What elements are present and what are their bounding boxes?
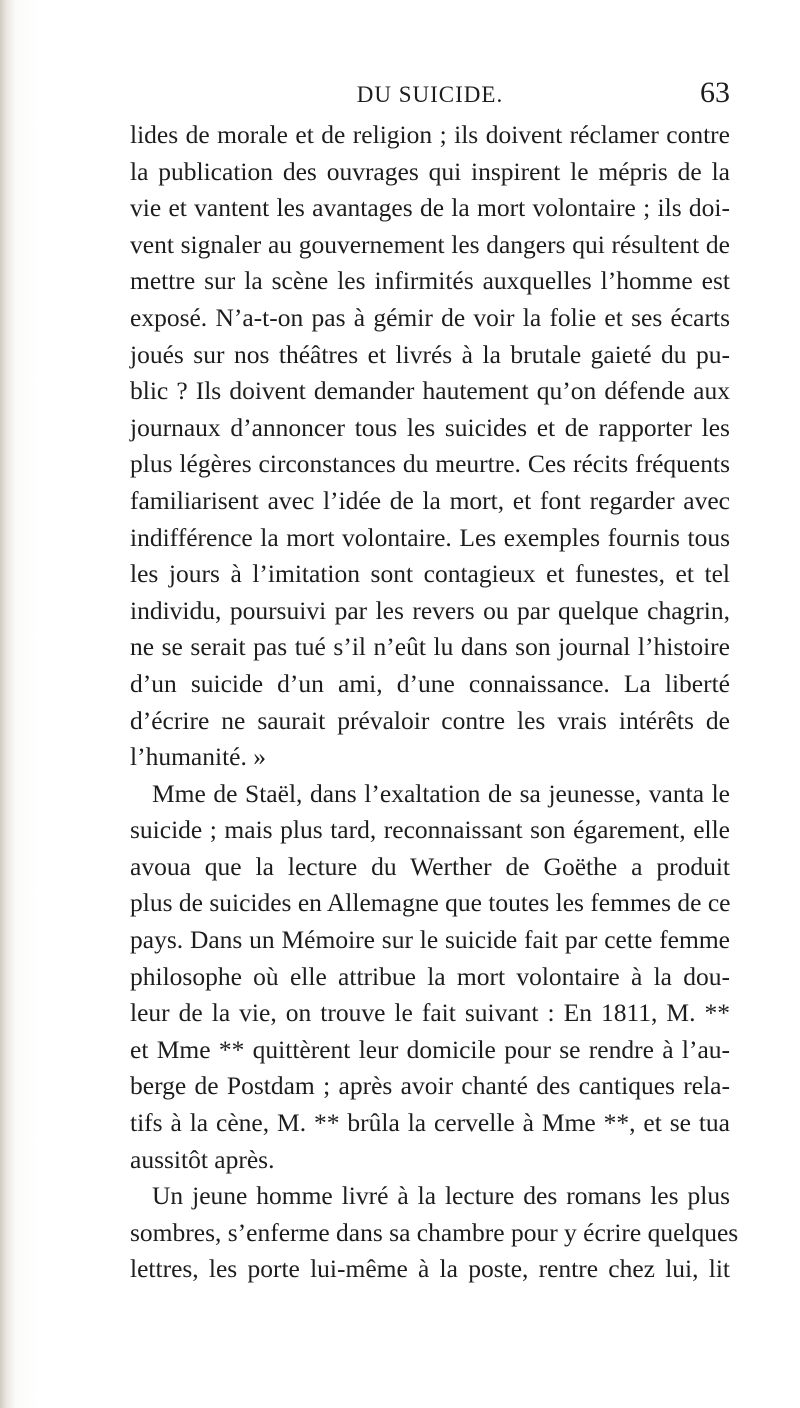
text-line: d’un suicide d’un ami, d’une connaissance. La liberté (130, 668, 730, 698)
text-line: les jours à l’imitation sont contagieux et funestes, et tel (130, 559, 730, 589)
text-line: la publication des ouvrages qui inspirent le mépris de la (130, 156, 730, 186)
text-line: avoua que la lecture du Werther de Goëthe a produit (130, 851, 730, 881)
text-line: pays. Dans un Mémoire sur le suicide fait par cette femme (130, 925, 730, 955)
text-line: philosophe où elle attribue la mort volontaire à la dou- (130, 961, 730, 991)
text-line: indifférence la mort volontaire. Les exemples fournis tous (130, 522, 730, 552)
text-line: familiarisent avec l’idée de la mort, et font regarder avec (130, 485, 730, 515)
text-line: vie et vantent les avantages de la mort volontaire ; ils doi- (130, 193, 730, 223)
text-line: suicide ; mais plus tard, reconnaissant son égarement, elle (130, 815, 730, 845)
text-line: l’humanité. » (130, 742, 266, 772)
text-line: sombres, s’enferme dans sa chambre pour y écrire quelques (130, 1217, 739, 1247)
text-line: lides de morale et de religion ; ils doivent réclamer contre (130, 120, 730, 149)
text-line: plus de suicides en Allemagne que toutes les femmes de ce (130, 888, 731, 918)
text-line: blic ? Ils doivent demander hautement qu’on défende aux (130, 376, 730, 406)
text-line: berge de Postdam ; après avoir chanté des cantiques rela- (130, 1071, 730, 1101)
body-text (130, 117, 739, 1288)
text-line: leur de la vie, on trouve le fait suivant : En 1811, M. ** (130, 998, 730, 1028)
page-header (130, 76, 730, 116)
text-line: tifs à la cène, M. ** brûla la cervelle à Mme **, et se tua (130, 1108, 730, 1138)
text-line: individu, poursuivi par les revers ou par quelque chagrin, (130, 595, 730, 625)
text-line: plus légères circonstances du meurtre. Ces récits fréquents (130, 449, 730, 479)
text-line: journaux d’annoncer tous les suicides et de rapporter les (130, 412, 730, 442)
text-line: d’écrire ne saurait prévaloir contre les vrais intérêts de (130, 705, 730, 735)
text-line: aussitôt après. (130, 1144, 275, 1174)
text-line: lettres, les porte lui-même à la poste, rentre chez lui, lit (130, 1254, 730, 1284)
text-line: mettre sur la scène les infirmités auxquelles l’homme est (130, 266, 730, 296)
text-line: et Mme ** quittèrent leur domicile pour se rendre à l’au- (130, 1034, 730, 1064)
text-line: Mme de Staël, dans l’exaltation de sa jeunesse, vanta le (152, 778, 730, 808)
text-line: exposé. N’a-t-on pas à gémir de voir la folie et ses écarts (130, 302, 730, 332)
text-line: ne se serait pas tué s’il n’eût lu dans son journal l’histoire (130, 632, 730, 662)
text-line: Un jeune homme livré à la lecture des romans les plus (152, 1181, 730, 1211)
text-line: vent signaler au gouvernement les dangers qui résultent de (130, 229, 730, 259)
text-line: joués sur nos théâtres et livrés à la brutale gaieté du pu- (130, 339, 730, 369)
running-title: DU SUICIDE. (356, 82, 504, 107)
page-number: 63 (700, 76, 730, 109)
